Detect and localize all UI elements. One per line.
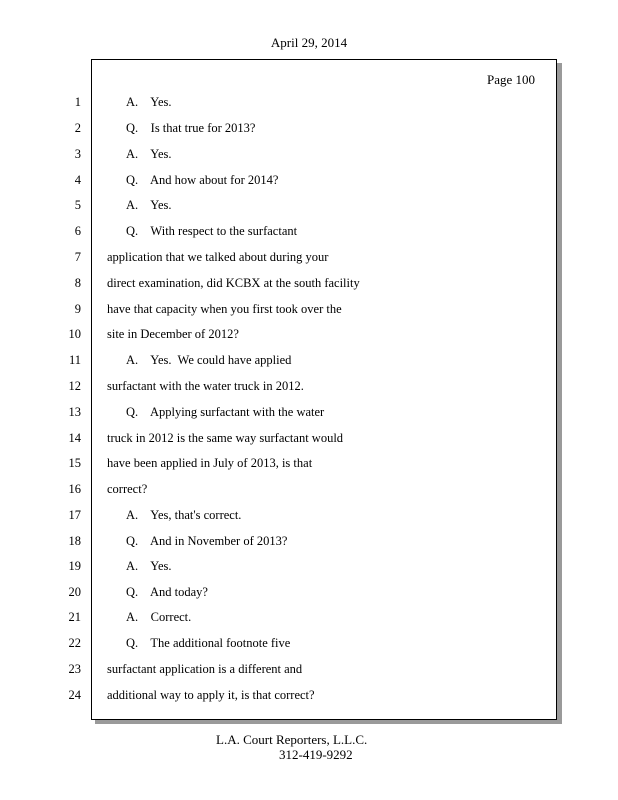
line-number: 13 <box>68 405 81 419</box>
line-text: additional way to apply it, is that correct? <box>107 688 315 702</box>
transcript-line <box>0 428 618 448</box>
line-number: 14 <box>68 431 81 445</box>
transcript-line <box>0 402 618 422</box>
transcript-line <box>0 505 618 525</box>
transcript-line <box>0 324 618 344</box>
transcript-line <box>0 144 618 164</box>
line-text: A. Yes, that's correct. <box>126 508 242 522</box>
transcript-line <box>0 350 618 370</box>
transcript-line <box>0 92 618 112</box>
line-number: 21 <box>68 610 81 624</box>
line-number: 20 <box>68 585 81 599</box>
line-number: 19 <box>68 559 81 573</box>
line-number: 22 <box>68 636 81 650</box>
transcript-line <box>0 299 618 319</box>
line-number: 15 <box>68 456 81 470</box>
line-number: 1 <box>74 95 81 109</box>
transcript-line <box>0 273 618 293</box>
line-number: 4 <box>74 173 81 187</box>
line-text: A. Yes. We could have applied <box>126 353 292 367</box>
line-number: 16 <box>68 482 81 496</box>
line-number: 12 <box>68 379 81 393</box>
reporter-firm-name: L.A. Court Reporters, L.L.C. <box>216 732 368 747</box>
transcript-line <box>0 170 618 190</box>
transcript-line <box>0 118 618 138</box>
line-text: truck in 2012 is the same way surfactant would <box>107 431 344 445</box>
transcript-line <box>0 607 618 627</box>
page-number: Page 100 <box>486 72 535 87</box>
line-text: application that we talked about during your <box>107 250 329 264</box>
line-number: 17 <box>68 508 81 522</box>
line-text: Q. Is that true for 2013? <box>126 121 256 135</box>
line-number: 23 <box>68 662 81 676</box>
line-text: A. Yes. <box>126 559 172 573</box>
line-text: A. Yes. <box>126 95 172 109</box>
transcript-line <box>0 376 618 396</box>
transcript-line <box>0 633 618 653</box>
line-number: 8 <box>74 276 81 290</box>
line-text: Q. And today? <box>126 585 208 599</box>
line-text: surfactant application is a different and <box>107 662 303 676</box>
transcript-line <box>0 221 618 241</box>
line-text: A. Yes. <box>126 198 172 212</box>
line-number: 5 <box>74 198 81 212</box>
line-text: direct examination, did KCBX at the south facility <box>107 276 360 290</box>
line-number: 7 <box>74 250 81 264</box>
line-text: correct? <box>107 482 148 496</box>
line-number: 2 <box>74 121 81 135</box>
transcript-line <box>0 685 618 705</box>
transcript-line <box>0 531 618 551</box>
transcript-line <box>0 556 618 576</box>
transcript-line <box>0 582 618 602</box>
transcript-line <box>0 659 618 679</box>
line-text: have that capacity when you first took over the <box>107 302 342 316</box>
line-number: 11 <box>68 353 81 367</box>
transcript-line <box>0 479 618 499</box>
line-number: 24 <box>68 688 81 702</box>
line-text: Q. And in November of 2013? <box>126 534 288 548</box>
page-date: April 29, 2014 <box>270 35 348 50</box>
line-text: Q. With respect to the surfactant <box>126 224 298 238</box>
line-number: 3 <box>74 147 81 161</box>
line-number: 18 <box>68 534 81 548</box>
line-text: A. Correct. <box>126 610 192 624</box>
line-number: 6 <box>74 224 81 238</box>
line-text: surfactant with the water truck in 2012. <box>107 379 304 393</box>
line-text: A. Yes. <box>126 147 172 161</box>
line-text: Q. The additional footnote five <box>126 636 291 650</box>
line-number: 9 <box>74 302 81 316</box>
line-text: Q. And how about for 2014? <box>126 173 279 187</box>
transcript-line <box>0 247 618 267</box>
transcript-line <box>0 195 618 215</box>
line-text: have been applied in July of 2013, is that <box>107 456 313 470</box>
line-text: site in December of 2012? <box>107 327 239 341</box>
reporter-phone: 312-419-9292 <box>279 747 353 762</box>
transcript-line <box>0 453 618 473</box>
line-number: 10 <box>68 327 81 341</box>
line-text: Q. Applying surfactant with the water <box>126 405 325 419</box>
